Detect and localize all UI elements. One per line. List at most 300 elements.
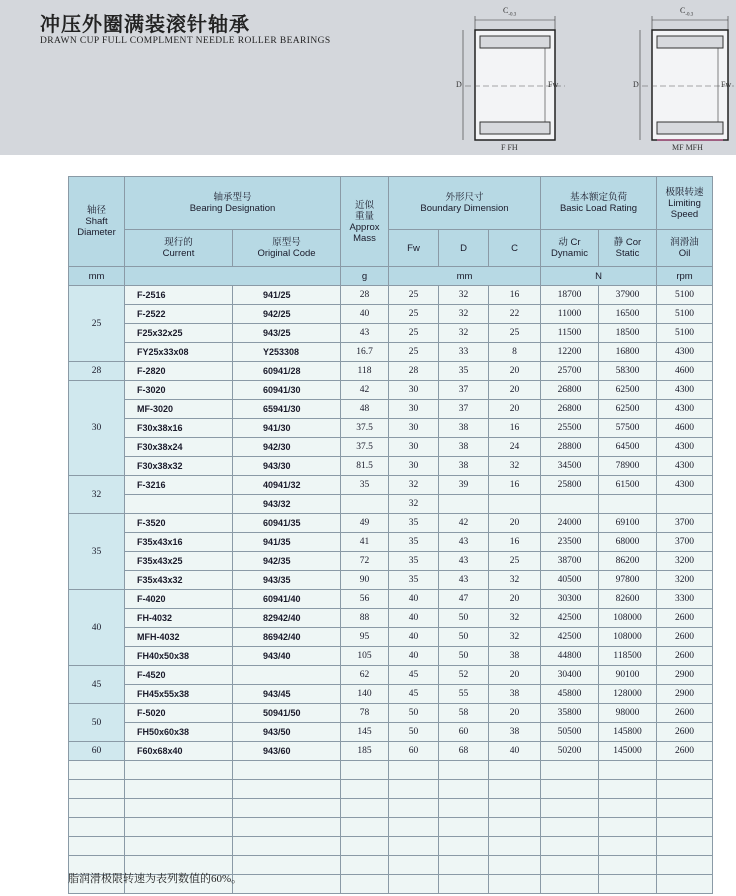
- original-cell: 941/35: [233, 533, 341, 552]
- empty-cell: [489, 856, 541, 875]
- fw-cell: 25: [389, 343, 439, 362]
- original-cell: 941/25: [233, 286, 341, 305]
- mass-cell: 90: [341, 571, 389, 590]
- c-cell: 20: [489, 514, 541, 533]
- current-cell: F30x38x16: [125, 419, 233, 438]
- header-designation: 轴承型号 Bearing Designation: [125, 177, 341, 230]
- c-cell: 20: [489, 704, 541, 723]
- rpm-cell: 2600: [657, 628, 713, 647]
- current-cell: FH45x55x38: [125, 685, 233, 704]
- rpm-cell: 2600: [657, 723, 713, 742]
- diagram1-d-label: D: [456, 80, 462, 89]
- header-d: D: [439, 230, 489, 267]
- table-row: [69, 476, 713, 495]
- empty-cell: [341, 875, 389, 894]
- rpm-cell: 4600: [657, 419, 713, 438]
- c-cell: 20: [489, 400, 541, 419]
- d-cell: 43: [439, 533, 489, 552]
- mass-cell: 56: [341, 590, 389, 609]
- mass-cell: 78: [341, 704, 389, 723]
- empty-cell: [657, 761, 713, 780]
- d-cell: 32: [439, 305, 489, 324]
- c-cell: 32: [489, 628, 541, 647]
- original-cell: [233, 666, 341, 685]
- table-row: [69, 381, 713, 400]
- fw-cell: 25: [389, 324, 439, 343]
- cr-cell: 25500: [541, 419, 599, 438]
- mass-cell: 40: [341, 305, 389, 324]
- diagram2-d-label: D: [633, 80, 639, 89]
- table-row: [69, 666, 713, 685]
- c-cell: 40: [489, 742, 541, 761]
- empty-cell: [657, 799, 713, 818]
- empty-row: [69, 799, 713, 818]
- table-row: [69, 324, 713, 343]
- d-cell: 37: [439, 400, 489, 419]
- empty-cell: [489, 875, 541, 894]
- current-cell: F25x32x25: [125, 324, 233, 343]
- unit-mass: g: [341, 267, 389, 286]
- empty-cell: [69, 780, 125, 799]
- empty-cell: [541, 856, 599, 875]
- fw-cell: 35: [389, 552, 439, 571]
- header-boundary: 外形尺寸 Boundary Dimension: [389, 177, 541, 230]
- empty-cell: [541, 837, 599, 856]
- current-cell: F-4020: [125, 590, 233, 609]
- mass-cell: 49: [341, 514, 389, 533]
- empty-cell: [341, 837, 389, 856]
- table-row: [69, 647, 713, 666]
- title-english: DRAWN CUP FULL COMPLMENT NEEDLE ROLLER BEARINGS: [40, 36, 331, 46]
- diagram1-fw-label: Fw: [548, 80, 559, 89]
- empty-cell: [341, 780, 389, 799]
- empty-cell: [233, 780, 341, 799]
- original-cell: 943/35: [233, 571, 341, 590]
- d-cell: 50: [439, 628, 489, 647]
- c-cell: [489, 495, 541, 514]
- d-cell: 38: [439, 457, 489, 476]
- c-cell: 16: [489, 533, 541, 552]
- c-cell: 20: [489, 362, 541, 381]
- diagram2-c-label: $C_{-0.3}$: [680, 6, 694, 18]
- rpm-cell: 3300: [657, 590, 713, 609]
- cor-cell: [599, 495, 657, 514]
- fw-cell: 35: [389, 571, 439, 590]
- original-cell: 60941/28: [233, 362, 341, 381]
- empty-cell: [599, 761, 657, 780]
- fw-cell: 50: [389, 704, 439, 723]
- cor-cell: 145000: [599, 742, 657, 761]
- mass-cell: 145: [341, 723, 389, 742]
- header-fw: Fw: [389, 230, 439, 267]
- fw-cell: 60: [389, 742, 439, 761]
- original-cell: 82942/40: [233, 609, 341, 628]
- rpm-cell: 4300: [657, 381, 713, 400]
- empty-cell: [599, 875, 657, 894]
- fw-cell: 30: [389, 457, 439, 476]
- cor-cell: 64500: [599, 438, 657, 457]
- empty-cell: [599, 799, 657, 818]
- header-shaft: 轴径 Shaft Diameter: [69, 177, 125, 267]
- c-cell: 32: [489, 457, 541, 476]
- header-speed: 极限转速 Limiting Speed: [657, 177, 713, 230]
- empty-cell: [657, 818, 713, 837]
- rpm-cell: 2900: [657, 685, 713, 704]
- original-cell: 65941/30: [233, 400, 341, 419]
- fw-cell: 40: [389, 609, 439, 628]
- empty-cell: [599, 837, 657, 856]
- c-cell: 22: [489, 305, 541, 324]
- current-cell: F35x43x25: [125, 552, 233, 571]
- table-row: [69, 723, 713, 742]
- empty-cell: [389, 837, 439, 856]
- empty-cell: [541, 818, 599, 837]
- cr-cell: 26800: [541, 400, 599, 419]
- c-cell: 16: [489, 286, 541, 305]
- current-cell: MF-3020: [125, 400, 233, 419]
- cor-cell: 82600: [599, 590, 657, 609]
- empty-cell: [233, 818, 341, 837]
- cr-cell: [541, 495, 599, 514]
- c-cell: 25: [489, 552, 541, 571]
- current-cell: FH-4032: [125, 609, 233, 628]
- empty-cell: [389, 799, 439, 818]
- empty-cell: [233, 856, 341, 875]
- header-current: 现行的 Current: [125, 230, 233, 267]
- diagram1-caption: F FH: [501, 143, 518, 152]
- empty-cell: [489, 837, 541, 856]
- shaft-diameter-cell: 45: [69, 666, 125, 704]
- cor-cell: 90100: [599, 666, 657, 685]
- empty-cell: [341, 818, 389, 837]
- mass-cell: 41: [341, 533, 389, 552]
- cor-cell: 16800: [599, 343, 657, 362]
- cr-cell: 25700: [541, 362, 599, 381]
- cor-cell: 98000: [599, 704, 657, 723]
- c-cell: 20: [489, 666, 541, 685]
- cor-cell: 145800: [599, 723, 657, 742]
- current-cell: F35x43x32: [125, 571, 233, 590]
- original-cell: 86942/40: [233, 628, 341, 647]
- mass-cell: 88: [341, 609, 389, 628]
- header-dynamic: 动 Cr Dynamic: [541, 230, 599, 267]
- unit-dims: mm: [389, 267, 541, 286]
- original-cell: 943/50: [233, 723, 341, 742]
- empty-cell: [439, 780, 489, 799]
- shaft-diameter-cell: 30: [69, 381, 125, 476]
- empty-cell: [599, 856, 657, 875]
- c-cell: 38: [489, 685, 541, 704]
- current-cell: F-2820: [125, 362, 233, 381]
- cr-cell: 38700: [541, 552, 599, 571]
- cr-cell: 50200: [541, 742, 599, 761]
- original-cell: 40941/32: [233, 476, 341, 495]
- c-cell: 38: [489, 647, 541, 666]
- rpm-cell: 2600: [657, 609, 713, 628]
- original-cell: 942/25: [233, 305, 341, 324]
- cor-cell: 62500: [599, 400, 657, 419]
- cr-cell: 50500: [541, 723, 599, 742]
- fw-cell: 50: [389, 723, 439, 742]
- shaft-diameter-cell: 50: [69, 704, 125, 742]
- table-row: [69, 438, 713, 457]
- cor-cell: 69100: [599, 514, 657, 533]
- fw-cell: 30: [389, 419, 439, 438]
- d-cell: [439, 495, 489, 514]
- cor-cell: 58300: [599, 362, 657, 381]
- rpm-cell: 4300: [657, 400, 713, 419]
- cr-cell: 26800: [541, 381, 599, 400]
- current-cell: F-2516: [125, 286, 233, 305]
- d-cell: 33: [439, 343, 489, 362]
- cor-cell: 37900: [599, 286, 657, 305]
- empty-cell: [389, 856, 439, 875]
- rpm-cell: 4300: [657, 476, 713, 495]
- empty-cell: [657, 875, 713, 894]
- cr-cell: 11000: [541, 305, 599, 324]
- rpm-cell: 5100: [657, 286, 713, 305]
- cr-cell: 11500: [541, 324, 599, 343]
- unit-shaft: mm: [69, 267, 125, 286]
- original-cell: 60941/35: [233, 514, 341, 533]
- table-row: [69, 685, 713, 704]
- fw-cell: 40: [389, 628, 439, 647]
- table-row: [69, 457, 713, 476]
- d-cell: 60: [439, 723, 489, 742]
- empty-cell: [599, 780, 657, 799]
- table-row: [69, 742, 713, 761]
- fw-cell: 40: [389, 647, 439, 666]
- fw-cell: 45: [389, 685, 439, 704]
- original-cell: 943/32: [233, 495, 341, 514]
- cr-cell: 18700: [541, 286, 599, 305]
- mass-cell: 140: [341, 685, 389, 704]
- cr-cell: 24000: [541, 514, 599, 533]
- c-cell: 20: [489, 590, 541, 609]
- empty-cell: [541, 875, 599, 894]
- mass-cell: 72: [341, 552, 389, 571]
- fw-cell: 25: [389, 286, 439, 305]
- cr-cell: 30300: [541, 590, 599, 609]
- table-row: [69, 419, 713, 438]
- empty-cell: [439, 799, 489, 818]
- rpm-cell: 2900: [657, 666, 713, 685]
- mass-cell: 62: [341, 666, 389, 685]
- fw-cell: 32: [389, 495, 439, 514]
- current-cell: F-5020: [125, 704, 233, 723]
- original-cell: 943/40: [233, 647, 341, 666]
- table-row: [69, 362, 713, 381]
- c-cell: 24: [489, 438, 541, 457]
- current-cell: FH50x60x38: [125, 723, 233, 742]
- fw-cell: 28: [389, 362, 439, 381]
- cr-cell: 40500: [541, 571, 599, 590]
- cor-cell: 18500: [599, 324, 657, 343]
- cr-cell: 28800: [541, 438, 599, 457]
- empty-cell: [439, 818, 489, 837]
- empty-cell: [125, 780, 233, 799]
- cor-cell: 97800: [599, 571, 657, 590]
- rpm-cell: 3700: [657, 514, 713, 533]
- empty-cell: [439, 856, 489, 875]
- c-cell: 32: [489, 571, 541, 590]
- rpm-cell: 4600: [657, 362, 713, 381]
- table-row: [69, 286, 713, 305]
- rpm-cell: 4300: [657, 457, 713, 476]
- unit-load: N: [541, 267, 657, 286]
- rpm-cell: 2600: [657, 647, 713, 666]
- rpm-cell: 2600: [657, 742, 713, 761]
- mass-cell: 185: [341, 742, 389, 761]
- fw-cell: 30: [389, 438, 439, 457]
- d-cell: 50: [439, 609, 489, 628]
- empty-cell: [489, 780, 541, 799]
- empty-cell: [341, 761, 389, 780]
- header-static: 静 Cor Static: [599, 230, 657, 267]
- cr-cell: 35800: [541, 704, 599, 723]
- cr-cell: 42500: [541, 628, 599, 647]
- empty-cell: [341, 799, 389, 818]
- original-cell: 943/30: [233, 457, 341, 476]
- mass-cell: 48: [341, 400, 389, 419]
- cr-cell: 30400: [541, 666, 599, 685]
- empty-cell: [233, 761, 341, 780]
- rpm-cell: [657, 495, 713, 514]
- empty-row: [69, 761, 713, 780]
- empty-cell: [599, 818, 657, 837]
- c-cell: 16: [489, 419, 541, 438]
- d-cell: 42: [439, 514, 489, 533]
- cor-cell: 108000: [599, 609, 657, 628]
- current-cell: FY25x33x08: [125, 343, 233, 362]
- cor-cell: 61500: [599, 476, 657, 495]
- empty-cell: [125, 837, 233, 856]
- mass-cell: 105: [341, 647, 389, 666]
- mass-cell: [341, 495, 389, 514]
- shaft-diameter-cell: 25: [69, 286, 125, 362]
- original-cell: 941/30: [233, 419, 341, 438]
- empty-cell: [657, 780, 713, 799]
- mass-cell: 37.5: [341, 419, 389, 438]
- d-cell: 32: [439, 286, 489, 305]
- current-cell: FH40x50x38: [125, 647, 233, 666]
- empty-cell: [125, 818, 233, 837]
- title-chinese: 冲压外圈满装滚针轴承: [40, 14, 250, 36]
- d-cell: 37: [439, 381, 489, 400]
- mass-cell: 81.5: [341, 457, 389, 476]
- empty-cell: [489, 761, 541, 780]
- fw-cell: 30: [389, 400, 439, 419]
- unit-designation: [125, 267, 341, 286]
- cor-cell: 16500: [599, 305, 657, 324]
- cor-cell: 62500: [599, 381, 657, 400]
- d-cell: 52: [439, 666, 489, 685]
- mass-cell: 28: [341, 286, 389, 305]
- fw-cell: 45: [389, 666, 439, 685]
- current-cell: F-3020: [125, 381, 233, 400]
- current-cell: F35x43x16: [125, 533, 233, 552]
- unit-speed: rpm: [657, 267, 713, 286]
- empty-row: [69, 818, 713, 837]
- d-cell: 32: [439, 324, 489, 343]
- table-row: [69, 400, 713, 419]
- d-cell: 38: [439, 419, 489, 438]
- empty-row: [69, 837, 713, 856]
- fw-cell: 25: [389, 305, 439, 324]
- empty-cell: [69, 799, 125, 818]
- original-cell: 942/35: [233, 552, 341, 571]
- fw-cell: 35: [389, 514, 439, 533]
- current-cell: F-4520: [125, 666, 233, 685]
- empty-row: [69, 780, 713, 799]
- current-cell: F30x38x24: [125, 438, 233, 457]
- table-row: [69, 552, 713, 571]
- c-cell: 25: [489, 324, 541, 343]
- original-cell: 60941/40: [233, 590, 341, 609]
- mass-cell: 37.5: [341, 438, 389, 457]
- empty-cell: [657, 837, 713, 856]
- c-cell: 32: [489, 609, 541, 628]
- table-row: [69, 704, 713, 723]
- c-cell: 16: [489, 476, 541, 495]
- empty-cell: [125, 799, 233, 818]
- empty-cell: [69, 837, 125, 856]
- empty-cell: [439, 837, 489, 856]
- original-cell: Y253308: [233, 343, 341, 362]
- mass-cell: 95: [341, 628, 389, 647]
- shaft-diameter-cell: 28: [69, 362, 125, 381]
- d-cell: 38: [439, 438, 489, 457]
- original-cell: 943/60: [233, 742, 341, 761]
- original-cell: 50941/50: [233, 704, 341, 723]
- cr-cell: 23500: [541, 533, 599, 552]
- table-row: [69, 343, 713, 362]
- mass-cell: 35: [341, 476, 389, 495]
- d-cell: 35: [439, 362, 489, 381]
- c-cell: 8: [489, 343, 541, 362]
- diagram1-c-label: $C_{-0.3}$: [503, 6, 517, 18]
- cr-cell: 25800: [541, 476, 599, 495]
- d-cell: 68: [439, 742, 489, 761]
- current-cell: [125, 495, 233, 514]
- mass-cell: 43: [341, 324, 389, 343]
- cor-cell: 68000: [599, 533, 657, 552]
- rpm-cell: 2600: [657, 704, 713, 723]
- cor-cell: 108000: [599, 628, 657, 647]
- empty-cell: [125, 761, 233, 780]
- table-row: [69, 590, 713, 609]
- header-mass: 近似 重量 Approx Mass: [341, 177, 389, 267]
- current-cell: F-2522: [125, 305, 233, 324]
- cor-cell: 128000: [599, 685, 657, 704]
- d-cell: 58: [439, 704, 489, 723]
- d-cell: 43: [439, 571, 489, 590]
- cor-cell: 57500: [599, 419, 657, 438]
- table-row: [69, 533, 713, 552]
- empty-cell: [489, 818, 541, 837]
- empty-cell: [233, 837, 341, 856]
- original-cell: 943/25: [233, 324, 341, 343]
- empty-cell: [233, 875, 341, 894]
- rpm-cell: 5100: [657, 305, 713, 324]
- fw-cell: 35: [389, 533, 439, 552]
- c-cell: 20: [489, 381, 541, 400]
- rpm-cell: 4300: [657, 438, 713, 457]
- empty-cell: [541, 761, 599, 780]
- shaft-diameter-cell: 40: [69, 590, 125, 666]
- cor-cell: 86200: [599, 552, 657, 571]
- rpm-cell: 3700: [657, 533, 713, 552]
